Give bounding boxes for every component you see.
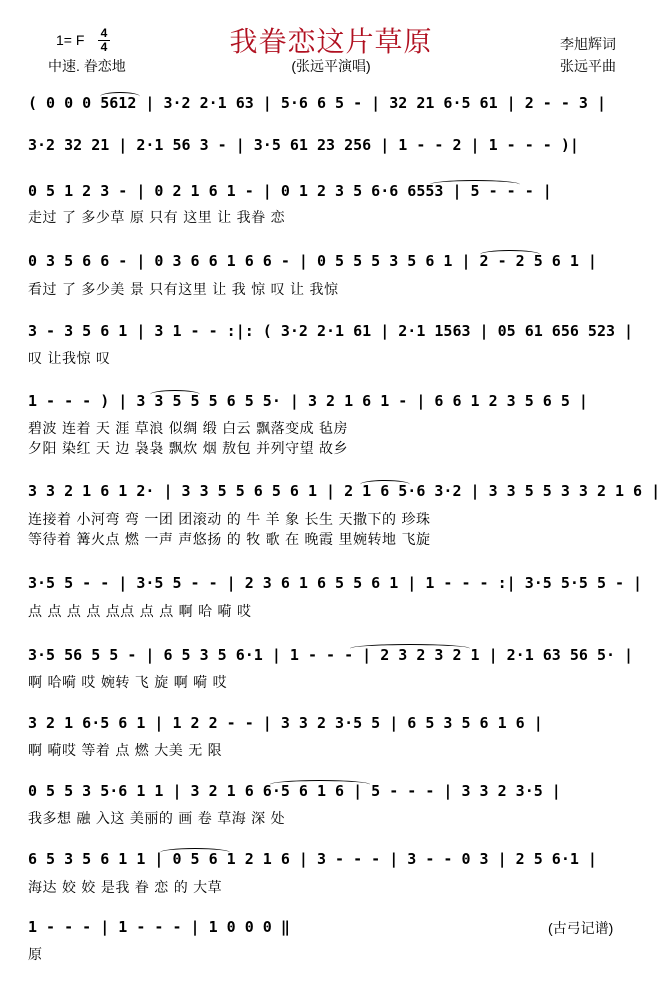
time-signature-top: 4: [100, 26, 108, 40]
lyric-row-13: 原: [28, 947, 43, 963]
tempo-marking: 中速. 眷恋地: [48, 58, 126, 74]
lyric-row-8: 点 点 点 点 点点 点 点 啊 哈 嗬 哎: [28, 604, 252, 620]
lyric-row-10: 啊 嗬哎 等着 点 燃 大美 无 限: [28, 743, 223, 759]
notation-row-6: 1 - - - ) | 3 3 5 5 5 6 5 5· | 3 2 1 6 1 - | 6 6 1 2 3 5 6 5 |: [28, 392, 588, 410]
notation-row-11: 0 5 5 3 5·6 1 1 | 3 2 1 6 6·5 6 1 6 | 5 - - - | 3 3 2 3·5 |: [28, 782, 561, 800]
slur-mark: [350, 644, 470, 653]
slur-mark: [160, 848, 230, 857]
lyric-row-7-verse-1: 连接着 小河弯 弯 一团 团滚动 的 牛 羊 象 长生 天撒下的 珍珠: [28, 512, 431, 528]
lyric-row-12: 海达 姣 姣 是我 眷 恋 的 大草: [28, 880, 223, 896]
slur-mark: [480, 250, 540, 259]
notation-row-12: 6 5 3 5 6 1 1 | 0 5 6 1 2 1 6 | 3 - - - | 3 - - 0 3 | 2 5 6·1 |: [28, 850, 597, 868]
lyric-row-3: 走过 了 多少草 原 只有 这里 让 我眷 恋: [28, 210, 286, 226]
slur-mark: [430, 180, 520, 189]
lyric-row-11: 我多想 融 入这 美丽的 画 卷 草海 深 处: [28, 811, 286, 827]
slur-mark: [100, 92, 140, 101]
slur-mark: [150, 390, 200, 399]
notation-row-1: ( 0 0 0 5612 | 3·2 2·1 63 | 5·6 6 5 - | 32 21 6·5 61 | 2 - - 3 |: [28, 94, 606, 112]
notation-row-10: 3 2 1 6·5 6 1 | 1 2 2 - - | 3 3 2 3·5 5 | 6 5 3 5 6 1 6 |: [28, 714, 543, 732]
slur-mark: [270, 780, 370, 789]
notation-row-5: 3 - 3 5 6 1 | 3 1 - - :|: ( 3·2 2·1 61 | 2·1 1563 | 05 61 656 523 |: [28, 322, 634, 340]
lyric-row-6-verse-2: 夕阳 染红 天 边 袅袅 飘炊 烟 敖包 并列守望 故乡: [28, 441, 349, 457]
lyric-row-6-verse-1: 碧波 连着 天 涯 草浪 似绸 缎 白云 飘落变成 毡房: [28, 421, 349, 437]
lyric-row-4: 看过 了 多少美 景 只有这里 让 我 惊 叹 让 我惊: [28, 282, 339, 298]
time-signature-bottom: 4: [100, 40, 108, 54]
lyric-row-9: 啊 哈嗬 哎 婉转 飞 旋 啊 嗬 哎: [28, 675, 228, 691]
notation-row-9: 3·5 56 5 5 - | 6 5 3 5 6·1 | 1 - - - | 2 3 2 3 2 1 | 2·1 63 56 5· |: [28, 646, 634, 664]
notation-row-7: 3 3 2 1 6 1 2· | 3 3 5 5 6 5 6 1 | 2 1 6 5·6 3·2 | 3 3 5 5 3 3 2 1 6 |: [28, 482, 661, 500]
notation-row-3: 0 5 1 2 3 - | 0 2 1 6 1 - | 0 1 2 3 5 6·6 6553 | 5 - - - |: [28, 182, 552, 200]
notation-row-8: 3·5 5 - - | 3·5 5 - - | 2 3 6 1 6 5 5 6 1 | 1 - - - :| 3·5 5·5 5 - |: [28, 574, 643, 592]
transcriber-credit: (古弓记谱): [548, 920, 614, 936]
song-title: 我眷恋这片草原: [229, 25, 433, 58]
composer: 张远平曲: [560, 58, 616, 74]
lyric-row-5: 叹 让我惊 叹: [28, 351, 111, 367]
notation-row-4: 0 3 5 6 6 - | 0 3 6 6 1 6 6 - | 0 5 5 5 3 5 6 1 | 2 - 2 5 6 1 |: [28, 252, 597, 270]
slur-mark: [360, 480, 410, 489]
lyric-row-7-verse-2: 等待着 篝火点 燃 一声 声悠扬 的 牧 歌 在 晚霞 里婉转地 飞旋: [28, 532, 431, 548]
performer: (张远平演唱): [291, 58, 371, 74]
notation-row-13: 1 - - - | 1 - - - | 1 0 0 0 ‖: [28, 918, 290, 936]
notation-row-2: 3·2 32 21 | 2·1 56 3 - | 3·5 61 23 256 | 1 - - 2 | 1 - - - )|: [28, 136, 579, 154]
time-signature: [98, 28, 110, 53]
key-signature: 1= F: [56, 32, 85, 48]
lyricist: 李旭辉词: [560, 36, 616, 52]
